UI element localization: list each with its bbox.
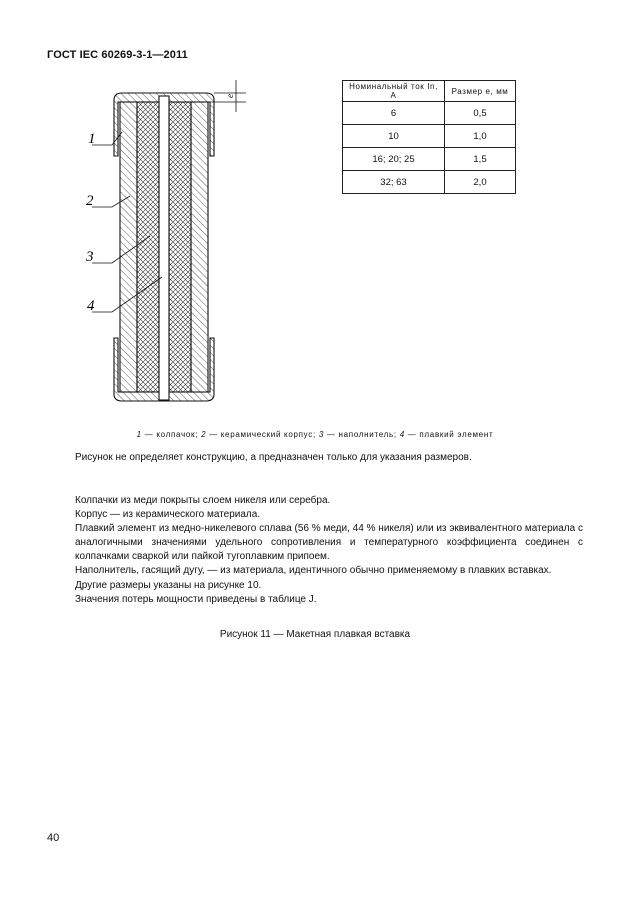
legend-text-1: — колпачок; [141, 430, 202, 439]
fusible-element [159, 96, 169, 400]
figure-legend [0, 430, 630, 439]
table-row [343, 148, 516, 171]
table-row [343, 102, 516, 125]
paragraph: Другие размеры указаны на рисунке 10. [75, 579, 262, 591]
figure-caption: Рисунок 11 — Макетная плавкая вставка [219, 629, 411, 640]
legend-num-1: 1 [136, 430, 142, 439]
table-cell: 32; 63 [343, 171, 445, 194]
callout-2: 2 [86, 193, 94, 209]
figure-note: Рисунок не определяет конструкцию, а предназначен только для указания размеров. [75, 452, 472, 463]
legend-num-4: 4 [399, 430, 405, 439]
ceramic-body-right [191, 102, 208, 392]
body-text [75, 494, 583, 607]
table-header-size: Размер e, мм [445, 81, 516, 102]
table-cell: 1,5 [445, 148, 516, 171]
dimension-table [342, 80, 516, 194]
paragraph: Значения потерь мощности приведены в таблице J. [75, 593, 317, 605]
document-header: ГОСТ IEC 60269-3-1—2011 [47, 49, 188, 61]
legend-text-3: — наполнитель; [323, 430, 400, 439]
table-cell: 1,0 [445, 125, 516, 148]
page-number: 40 [47, 832, 60, 844]
table-cell: 10 [343, 125, 445, 148]
table-header-current: Номинальный ток In, А [343, 81, 445, 102]
callout-4: 4 [87, 298, 95, 314]
table-cell: 0,5 [445, 102, 516, 125]
legend-text-4: — плавкий элемент [404, 430, 494, 439]
filler-left [137, 102, 159, 392]
paragraph: Плавкий элемент из медно-никелевого сплава (56 % меди, 44 % никеля) или из эквивалентного материала с аналогичными значениями удельного сопротивления и температурного коэффициента соединен с колпачками сваркой или пайкой тугоплавким припоем. [75, 523, 583, 563]
paragraph: Колпачки из меди покрыты слоем никеля или серебра. [75, 495, 331, 506]
paragraph: Наполнитель, гасящий дугу, — из материала, идентичного обычно применяемому в плавких вставках. [75, 565, 552, 577]
legend-num-2: 2 [201, 430, 207, 439]
callout-1: 1 [88, 131, 96, 147]
filler-right [169, 102, 191, 392]
table-cell: 6 [343, 102, 445, 125]
dimension-e-label: e [225, 94, 235, 98]
legend-text-2: — керамический корпус; [206, 430, 319, 439]
table-row [343, 171, 516, 194]
callout-3: 3 [86, 249, 94, 265]
paragraph: Корпус — из керамического материала. [75, 509, 261, 521]
fuse-cross-section-drawing [78, 72, 278, 417]
table-cell: 16; 20; 25 [343, 148, 445, 171]
legend-num-3: 3 [318, 430, 324, 439]
table-cell: 2,0 [445, 171, 516, 194]
table-row [343, 125, 516, 148]
